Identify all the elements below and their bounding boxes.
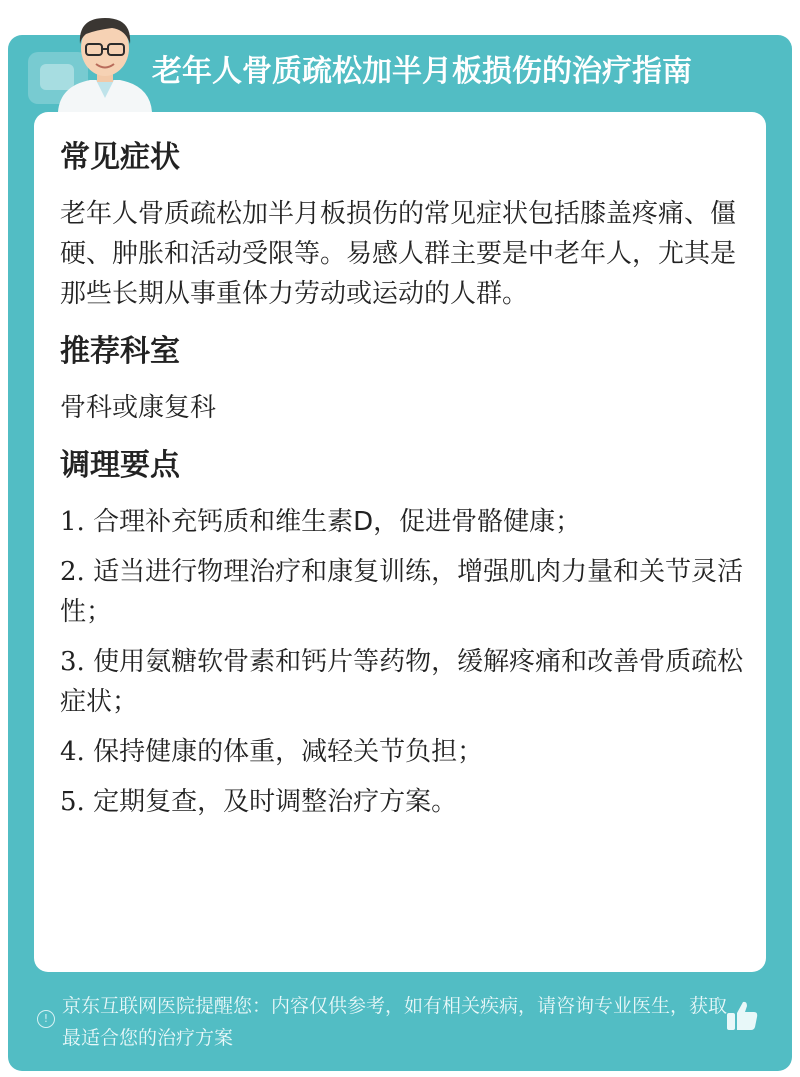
list-item-text: 适当进行物理治疗和康复训练，增强肌肉力量和关节灵活性； [60, 557, 744, 627]
info-icon: ! [37, 1010, 55, 1028]
page-title: 老年人骨质疏松加半月板损伤的治疗指南 [152, 54, 692, 89]
content-body [60, 134, 750, 832]
list-item-text: 使用氨糖软骨素和钙片等药物，缓解疼痛和改善骨质疏松症状； [60, 647, 744, 717]
list-item-number: 4. [60, 737, 85, 767]
care-heading: 调理要点 [60, 448, 180, 483]
list-item-number: 2. [60, 557, 85, 587]
doctor-avatar [50, 8, 160, 112]
list-item-text: 合理补充钙质和维生素D，促进骨骼健康； [93, 507, 582, 537]
list-item [60, 502, 750, 542]
list-item-text: 保持健康的体重，减轻关节负担； [93, 737, 484, 767]
symptoms-heading: 常见症状 [60, 140, 180, 175]
list-item [60, 732, 750, 772]
department-text: 骨科或康复科 [60, 393, 217, 423]
list-item [60, 552, 750, 632]
symptoms-text: 老年人骨质疏松加半月板损伤的常见症状包括膝盖疼痛、僵硬、肿胀和活动受限等。易感人群主要是中老年人，尤其是那些长期从事重体力劳动或运动的人群。 [60, 199, 737, 309]
list-item-number: 5. [60, 787, 85, 817]
care-list [60, 502, 750, 822]
list-item-number: 1. [60, 507, 85, 537]
list-item-text: 定期复查，及时调整治疗方案。 [93, 787, 458, 817]
content-card [34, 112, 766, 972]
list-item [60, 782, 750, 822]
footer-disclaimer: 京东互联网医院提醒您：内容仅供参考，如有相关疾病，请咨询专业医生，获取最适合您的治疗方案 [62, 995, 728, 1049]
thumbs-up-icon[interactable] [724, 998, 760, 1034]
department-heading: 推荐科室 [60, 334, 180, 369]
list-item-number: 3. [60, 647, 85, 677]
list-item [60, 642, 750, 722]
